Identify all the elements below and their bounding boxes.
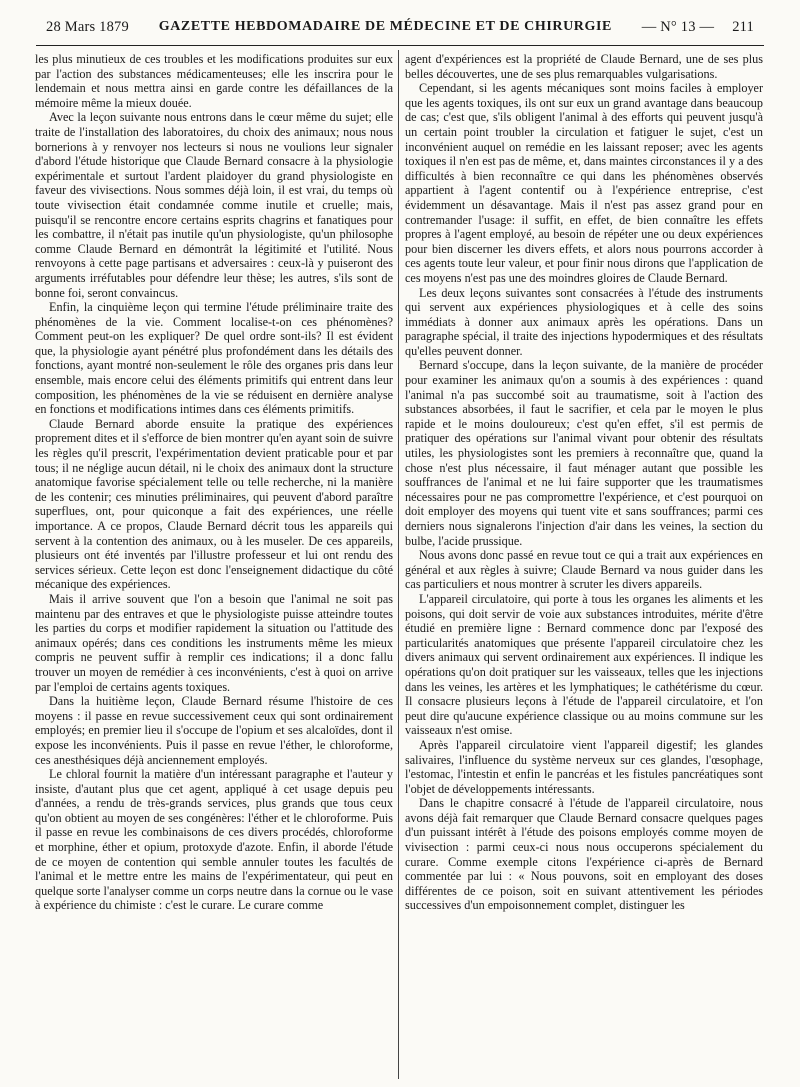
left-column (35, 52, 393, 1082)
column-divider (398, 50, 399, 1079)
journal-title: GAZETTE HEBDOMADAIRE DE MÉDECINE ET DE CHIRURGIE (158, 19, 612, 34)
paragraph: Bernard s'occupe, dans la leçon suivante, de la manière de procéder pour examiner les animaux qu'on a soumis à des expériences : quand l'animal n'a pas succombé soit au traumatisme, soit à l'action des substances absorbées, il faut le sacrifier, et cela par le moyen le plus rapide et le moins douloureux; c'est qu'en effet, s'il est permis de pratiquer des opérations sur l'animal vivant pour obtenir des résultats utiles, les physiologistes sont les premiers à reconnaître que, quand la chose n'est plus nécessaire, il faut ménager autant que possible les souffrances de l'animal et ne lui faire supporter que les traumatismes nécessaires pour ne pas compromettre l'expérience, et c'est pourquoi on doit employer des moyens qui tuent vite et sans souffrances; parmi ces derniers nous signalerons l'injection d'air dans les veines, la section du bulbe, l'acide prussique. (405, 358, 763, 548)
paragraph: Dans le chapitre consacré à l'étude de l'appareil circulatoire, nous avons déjà fait remarquer que Claude Bernard consacre quelques pages d'un puissant intérêt à l'étude des poisons employés comme moyen de vivisection : parmi ceux-ci nous nous occuperons spécialement du curare. Comme exemple citons l'expérience ci-après de Bernard commentée par lui : « Nous pouvons, soit en employant des doses différentes de ce poison, soit en suivant attentivement les périodes successives d'un empoisonnement complet, distinguer les (405, 796, 763, 913)
header-date: 28 Mars 1879 (46, 18, 129, 35)
paragraph: agent d'expériences est la propriété de Claude Bernard, une de ses plus belles découvertes, une de ses plus remarquables vulgarisations. (405, 52, 763, 81)
paragraph: Nous avons donc passé en revue tout ce qui a trait aux expériences en général et aux règles à suivre; Claude Bernard va nous guider dans les cas particuliers et nous montrer à scruter les divers appareils. (405, 548, 763, 592)
header-right (642, 19, 754, 36)
paragraph: Avec la leçon suivante nous entrons dans le cœur même du sujet; elle traite de l'installation des laboratoires, du choix des animaux; nous nous bornerions à y renvoyer nos lecteurs si nous ne voulions leur signaler d'abord l'étude historique que Claude Bernard consacre à la physiologie expérimentale et surtout l'ardent plaidoyer du grand physiologiste en faveur des vivisections. Nous sommes déjà loin, il est vrai, du temps où toute vivisection était condamnée comme inutile et cruelle; mais, puisqu'il se rencontre encore certains esprits chagrins et fanatiques pour les combattre, il n'était pas inutile qu'un physiologiste, qu'un philosophe comme Claude Bernard en démontrât la légitimité et l'utilité. Nous renvoyons à cette page partisans et adversaires : ceux-là y puiseront des arguments irréfutables pour défendre leur thèse; les autres, s'ils sont de bonne foi, seront convaincus. (35, 110, 393, 300)
paragraph: Claude Bernard aborde ensuite la pratique des expériences proprement dites et il s'efforce de bien montrer qu'en ayant soin de suivre les règles qu'il prescrit, l'expérimentation devient praticable pour et par tous; il ne néglige aucun détail, ni le choix des animaux dont la structure anatomique favorise spécialement telle ou telle recherche, ni la manière de les contenir; ces minuties préliminaires, qui peuvent d'abord paraître superflues, ont, pour quiconque a fait des expériences, une réelle importance. A ce propos, Claude Bernard décrit tous les appareils qui servent à la contention des animaux, ou à les museler. De ces appareils, plusieurs ont été inventés par l'illustre professeur et lui ont rendu des services sérieux. Cette leçon est donc l'enseignement didactique du côté mécanique des expériences. (35, 416, 393, 592)
paragraph: les plus minutieux de ces troubles et les modifications produites sur eux par l'action des substances médicamenteuses; elle les inscrira pour le lendemain et nous mettra ainsi en garde contre les défaillances de la mémoire même la mieux douée. (35, 52, 393, 110)
paragraph: Cependant, si les agents mécaniques sont moins faciles à employer que les agents toxiques, ils ont sur eux un grand avantage dans beaucoup de cas; c'est que, s'ils obligent l'animal à des efforts qui peuvent jusqu'à un certain point troubler la circulation et fatiguer le sujet, c'est un inconvénient auquel on remédie en les laissant reposer; avec les agents toxiques il n'en est pas de même, et, dans maintes circonstances il y a des difficultés à bien reconnaître ce qui dans les phénomènes observés appartient à l'agent contentif ou à l'expérience entreprise, c'est évidemment un désavantage. Mais il n'est pas assez grand pour en contremander l'usage: il suffit, en effet, de bien connaître les effets propres à l'agent employé, au besoin de répéter une ou deux expériences pour bien discerner les divers effets, et alors nous pourrons accorder à ces agents toute leur valeur, et pour finir nous dirons que l'application de ces moyens n'est pas une des moindres gloires de Claude Bernard. (405, 81, 763, 285)
paragraph: L'appareil circulatoire, qui porte à tous les organes les aliments et les poisons, qui doit servir de voie aux substances introduites, mérite d'être étudié en première ligne : Bernard commence donc par l'exposé des particularités anatomiques que présente l'appareil circulatoire chez les divers animaux qui servent ordinairement aux expériences. Il indique les opérations qu'on doit pratiquer sur les vaisseaux, telles que les injections dans les veines, les artères et les lymphatiques; le cathétérisme du cœur. Il consacre plusieurs leçons à l'étude de l'appareil circulatoire, et l'on peut dire qu'aucune expérience classique ou au moins commune sur les vaisseaux n'est omise. (405, 591, 763, 738)
header-rule (36, 45, 764, 46)
paragraph: Dans la huitième leçon, Claude Bernard résume l'histoire de ces moyens : il passe en revue successivement ceux qui sont ordinairement employés; en premier lieu il s'occupe de l'opium et ses alcaloïdes, dont il expose les inconvénients. Puis il passe en revue l'éther, le chloroforme, ces anesthésiques déjà anciennement employés. (35, 694, 393, 767)
paragraph: Après l'appareil circulatoire vient l'appareil digestif; les glandes salivaires, l'influence du système nerveux sur ces glandes, l'œsophage, l'estomac, l'intestin et enfin le pancréas et les fistules pancréatiques sont l'objet de développements intéressants. (405, 737, 763, 796)
paragraph: Les deux leçons suivantes sont consacrées à l'étude des instruments qui servent aux expériences physiologiques et à celle des soins immédiats à donner aux animaux après les opérations. Dans un paragraphe spécial, il traite des injections hypodermiques et des résultats qu'elles peuvent donner. (405, 285, 763, 358)
right-column (405, 52, 763, 1082)
paragraph: Enfin, la cinquième leçon qui termine l'étude préliminaire traite des phénomènes de la vie. Comment localise-t-on ces phénomènes? Comment peut-on les expliquer? De quel ordre sont-ils? Il est évident que, la physiologie ayant pénétré plus profondément dans les détails des fonctions, ayant montré non-seulement le rôle des organes pris dans leur ensemble, mais encore celui des éléments primitifs qui entrent dans leur composition, les phénomènes de la vie se réduisent en dernière analyse en fonctions et modifications intimes dans ces éléments primitifs. (35, 300, 393, 417)
issue-number: — N° 13 — (641, 18, 715, 35)
page-number: 211 (732, 18, 754, 35)
page-header (46, 14, 754, 40)
paragraph: Le chloral fournit la matière d'un intéressant paragraphe et l'auteur y insiste, d'autant plus que cet agent, appliqué à cet usage depuis peu d'années, a rendu de très-grands services, plus grands que tous ceux qu'on obtient au moyen de ses congénères: l'éther et le chloroforme. Puis il passe en revue les combinaisons de ces divers procédés, chloroforme et morphine, éther et opium, protoxyde d'azote. Enfin, il aborde l'étude de ce moyen de contention qui semble annuler toutes les facultés de l'animal et le mettre entre les mains de l'expérimentateur, qui peut en quelque sorte l'analyser comme un corps neutre dans la cornue ou le vase à expérience du chimiste : c'est le curare. Le curare comme (35, 767, 393, 913)
paragraph: Mais il arrive souvent que l'on a besoin que l'animal ne soit pas maintenu par des entraves et que le physiologiste puisse atteindre toutes les parties du corps et modifier rapidement la situation ou l'attitude des animaux opérés; dans ces conditions les instruments même les mieux compris ne peuvent suffir à remplir ces indications; il a donc fallu trouver un moyen de remédier à ces inconvénients, c'est à quoi on arrive par l'emploi de certains agents toxiques. (35, 591, 393, 694)
